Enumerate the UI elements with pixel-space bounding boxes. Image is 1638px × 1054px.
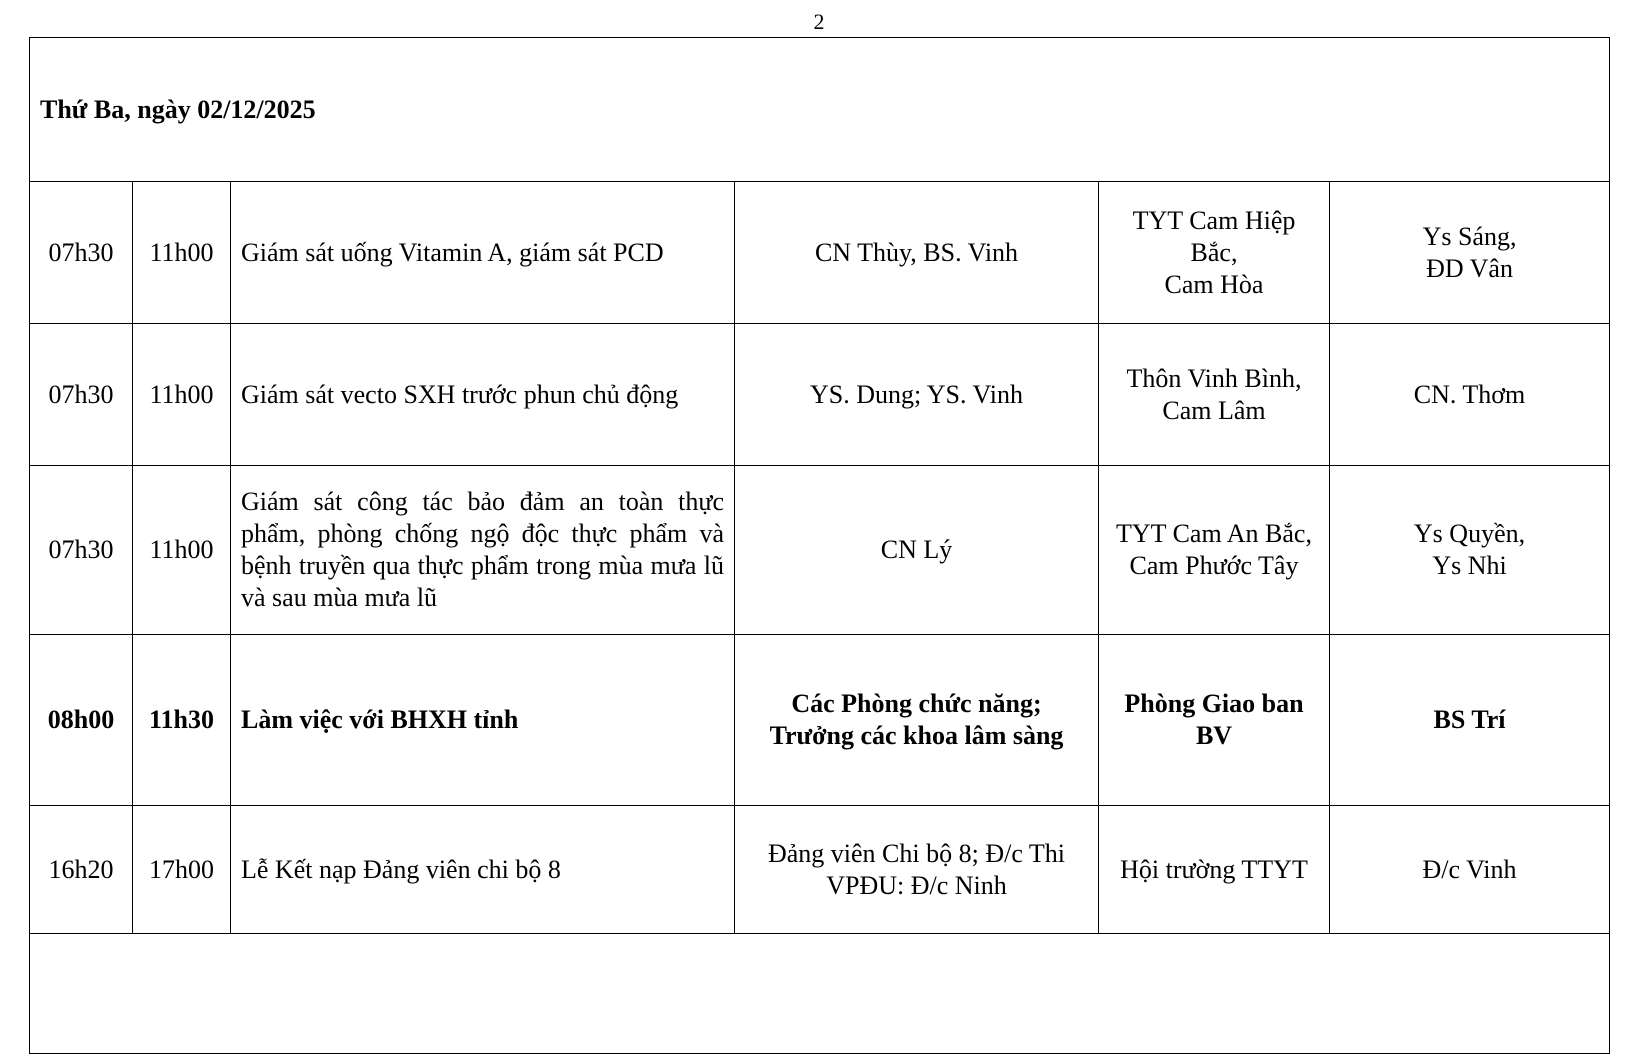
location-line: TYT Cam An Bắc, <box>1116 519 1312 548</box>
end-time: 17h00 <box>133 806 231 934</box>
lead-line: CN. Thơm <box>1413 379 1526 409</box>
participants-line: VPĐU: Đ/c Ninh <box>826 870 1007 900</box>
lead <box>1330 182 1610 324</box>
table-row <box>30 182 1610 324</box>
location <box>1099 324 1330 466</box>
lead <box>1330 806 1610 934</box>
location <box>1099 635 1330 806</box>
location-line: Hội trường TTYT <box>1120 854 1308 884</box>
start-time: 07h30 <box>30 324 133 466</box>
start-time: 07h30 <box>30 466 133 635</box>
participants-line: CN Thùy, BS. Vinh <box>814 237 1019 267</box>
schedule-table <box>29 37 1610 1054</box>
location-line: Phòng Giao ban <box>1124 689 1304 718</box>
end-time: 11h30 <box>133 635 231 806</box>
location-line: Cam Lâm <box>1162 395 1266 425</box>
page-number: 2 <box>813 9 825 34</box>
lead-line: ĐD Vân <box>1426 253 1513 283</box>
start-time: 16h20 <box>30 806 133 934</box>
day-header: Thứ Ba, ngày 02/12/2025 <box>30 38 1610 182</box>
table-row <box>30 635 1610 806</box>
table-row <box>30 806 1610 934</box>
empty-row <box>30 934 1610 1054</box>
participants <box>735 806 1099 934</box>
end-time: 11h00 <box>133 324 231 466</box>
lead-line: Ys Sáng, <box>1422 221 1517 251</box>
location-line: Cam Hòa <box>1164 269 1264 299</box>
participants <box>735 466 1099 635</box>
participants <box>735 324 1099 466</box>
activity-content: Làm việc với BHXH tỉnh <box>231 635 735 806</box>
location <box>1099 466 1330 635</box>
participants <box>735 182 1099 324</box>
lead-line: Đ/c Vinh <box>1422 854 1517 884</box>
lead-line: Ys Quyền, <box>1413 519 1526 548</box>
activity-content: Giám sát vecto SXH trước phun chủ động <box>231 324 735 466</box>
participants-line: YS. Dung; YS. Vinh <box>810 379 1023 409</box>
lead <box>1330 635 1610 806</box>
end-time: 11h00 <box>133 466 231 635</box>
activity-content: Giám sát uống Vitamin A, giám sát PCD <box>231 182 735 324</box>
participants-line: Đảng viên Chi bộ 8; Đ/c Thi <box>767 838 1066 868</box>
participants-line: Các Phòng chức năng; <box>791 689 1042 718</box>
participants-line: CN Lý <box>880 535 953 564</box>
lead <box>1330 466 1610 635</box>
start-time: 08h00 <box>30 635 133 806</box>
lead-line: Ys Nhi <box>1432 551 1507 580</box>
activity-content: Giám sát công tác bảo đảm an toàn thực phẩm, phòng chống ngộ độc thực phẩm và bệnh truyền qua thực phẩm trong mùa mưa lũ và sau mùa mưa lũ <box>231 466 735 635</box>
start-time: 07h30 <box>30 182 133 324</box>
activity-content: Lễ Kết nạp Đảng viên chi bộ 8 <box>231 806 735 934</box>
lead <box>1330 324 1610 466</box>
location <box>1099 182 1330 324</box>
location-line: Thôn Vinh Bình, <box>1126 363 1302 393</box>
location-line: Cam Phước Tây <box>1129 551 1299 580</box>
end-time: 11h00 <box>133 182 231 324</box>
location-line: TYT Cam Hiệp Bắc, <box>1132 205 1296 267</box>
participants <box>735 635 1099 806</box>
participants-line: Trưởng các khoa lâm sàng <box>769 721 1064 750</box>
location <box>1099 806 1330 934</box>
table-row <box>30 466 1610 635</box>
empty-cell <box>30 934 1610 1054</box>
table-row <box>30 324 1610 466</box>
location-line: BV <box>1195 721 1233 750</box>
lead-line: BS Trí <box>1433 705 1506 734</box>
